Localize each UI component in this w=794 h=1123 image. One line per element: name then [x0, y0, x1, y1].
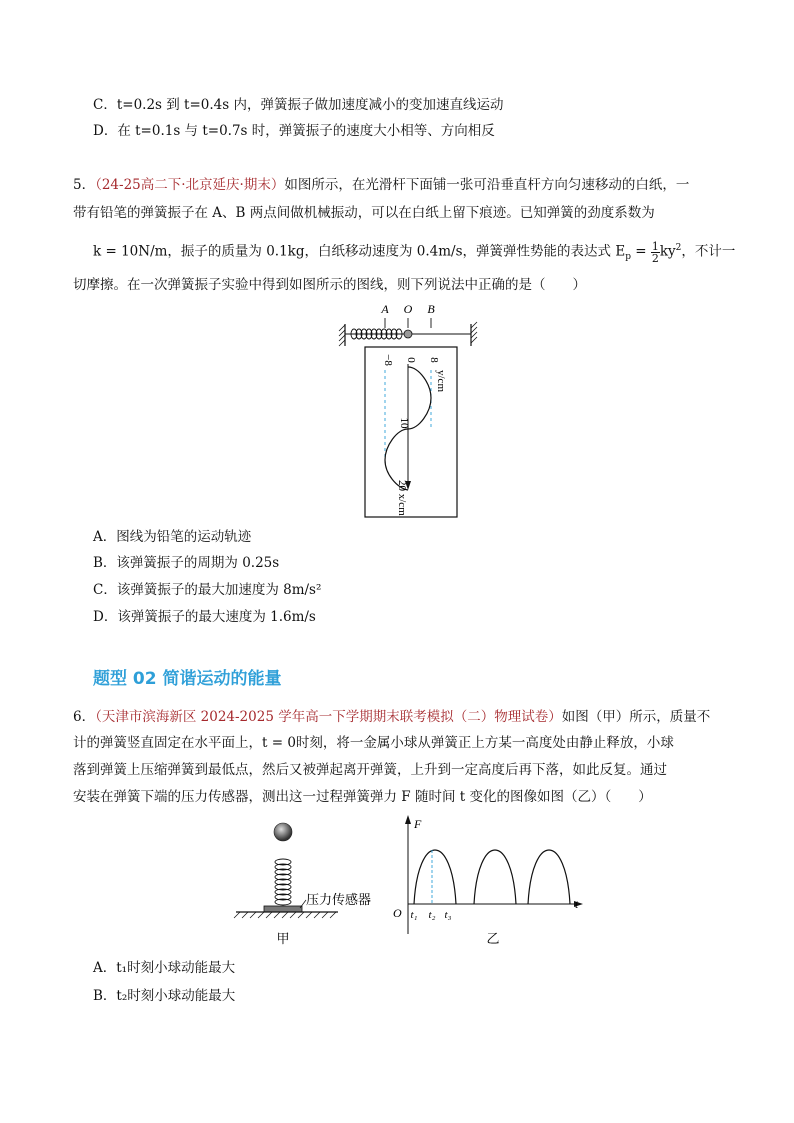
- q5-text-3c: ，不计一: [681, 243, 736, 260]
- origin-label: O: [393, 906, 402, 920]
- q5-fraction-den: 2: [651, 251, 659, 265]
- q6-text-1: 如图（甲）所示，质量不: [561, 709, 711, 725]
- oscillator-ball: [404, 330, 412, 338]
- q5-option-b: B．该弹簧振子的周期为 0.25s: [93, 555, 280, 571]
- q5-text-3b: ky: [659, 243, 676, 260]
- label-b: B: [427, 302, 435, 316]
- t3-label: t₃: [444, 909, 452, 921]
- tick-10: 10: [398, 417, 410, 429]
- q5-option-d: D．该弹簧振子的最大速度为 1.6m/s: [93, 609, 316, 625]
- q5-option-c: C．该弹簧振子的最大加速度为 8m/s²: [93, 582, 322, 598]
- q5-stem-line4: 切摩擦。在一次弹簧振子实验中得到如图所示的图线，则下列说法中正确的是（ ）: [73, 277, 586, 293]
- t2-label: t₂: [428, 909, 436, 921]
- q6-stem-line1: [73, 707, 710, 727]
- q6-option-b: B．t₂时刻小球动能最大: [93, 988, 236, 1004]
- axis-f-label: F: [414, 817, 422, 831]
- hump-1: [414, 850, 456, 904]
- q5-fraction: [651, 241, 660, 264]
- tick-20: 20: [396, 480, 408, 491]
- q5-ep-subscript: p: [625, 252, 631, 263]
- q6-stem-line2: 计的弹簧竖直固定在水平面上，t = 0时刻，将一金属小球从弹簧正上方某一高度处由静止释放，小球: [73, 735, 674, 751]
- q5-number: 5．: [73, 177, 96, 193]
- tick-8: 8: [428, 357, 440, 363]
- axis-y-label: y/cm: [435, 370, 447, 392]
- q5-option-a: A．图线为铅笔的运动轨迹: [93, 529, 252, 545]
- q6-figure: [228, 812, 598, 952]
- t1-label: t₁: [410, 909, 418, 921]
- caption-jia: 甲: [276, 932, 290, 947]
- q5-figure: [335, 298, 485, 522]
- tick-0: 0: [405, 357, 417, 363]
- tick-neg8: −8: [382, 354, 394, 366]
- caption-yi: 乙: [486, 932, 500, 947]
- q5-text-1: 如图所示，在光滑杆下面铺一张可沿垂直杆方向匀速移动的白纸，一: [284, 177, 690, 193]
- q5-equals: =: [630, 243, 651, 260]
- q5-fraction-num: 1: [651, 239, 659, 253]
- tick-20-axis-x: [396, 480, 408, 516]
- metal-ball: [274, 823, 292, 841]
- label-o: O: [403, 302, 413, 316]
- q4-option-d: D．在 t=0.1s 与 t=0.7s 时，弹簧振子的速度大小相等、方向相反: [93, 123, 495, 139]
- q6-option-a: A．t₁时刻小球动能最大: [93, 960, 236, 976]
- q6-stem-line3: 落到弹簧上压缩弹簧到最低点，然后又被弹起离开弹簧，上升到一定高度后再下落，如此反复。通过: [73, 762, 667, 778]
- q5-text-3a: k = 10N/m，振子的质量为 0.1kg，白纸移动速度为 0.4m/s，弹簧弹性势能的表达式 E: [93, 243, 626, 260]
- q5-stem-line1: [73, 175, 689, 195]
- q4-option-c: C．t=0.2s 到 t=0.4s 内，弹簧振子做加速度减小的变加速直线运动: [93, 97, 504, 113]
- q5-stem-line2: 带有铅笔的弹簧振子在 A、B 两点间做机械振动，可以在白纸上留下痕迹。已知弹簧的劲度系数为: [73, 205, 655, 221]
- pressure-sensor: [264, 906, 302, 912]
- q5-square-superscript: 2: [675, 243, 682, 253]
- hump-2: [474, 850, 516, 904]
- section-title: 题型 02 简谐运动的能量: [93, 669, 282, 689]
- q5-stem-line3: [93, 238, 735, 267]
- q5-source: （24-25高二下·北京延庆·期末）: [95, 177, 285, 193]
- vertical-spring: [275, 859, 291, 905]
- q6-source: （天津市滨海新区 2024-2025 学年高一下学期期末联考模拟（二）物理试卷）: [95, 709, 562, 725]
- axis-x-label: x/cm: [396, 493, 408, 516]
- q6-stem-line4: 安装在弹簧下端的压力传感器，测出这一过程弹簧弹力 F 随时间 t 变化的图像如图（乙）（ ）: [73, 789, 652, 805]
- hump-3: [528, 850, 570, 904]
- q6-number: 6．: [73, 709, 96, 725]
- label-a: A: [381, 302, 389, 316]
- axis-t-label: t: [575, 897, 579, 911]
- sensor-label: 压力传感器: [306, 893, 372, 908]
